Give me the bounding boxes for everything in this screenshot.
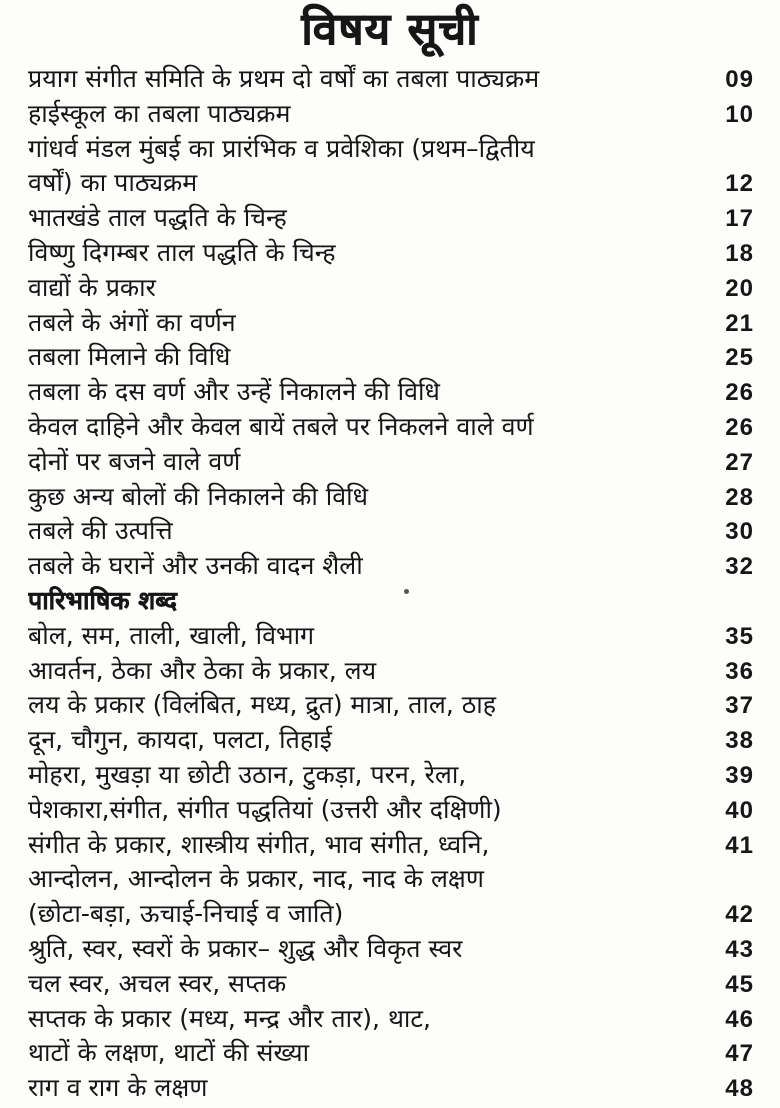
toc-entry-title: पेशकारा,संगीत, संगीत पद्धतियां (उत्तरी और दक्षिणी) [28, 794, 502, 824]
toc-entry [28, 1036, 754, 1071]
toc-entry [28, 758, 754, 793]
toc-entry-title: तबला मिलाने की विधि [28, 342, 231, 372]
toc-entry-page: 25 [725, 344, 754, 372]
toc-entry-page: 17 [725, 205, 754, 233]
toc-entry-title: दोनों पर बजने वाले वर्ण [28, 446, 241, 476]
toc-entry [28, 236, 754, 271]
toc-entry-page: 48 [725, 1075, 754, 1103]
toc-entry-title: वर्षों) का पाठ्यक्रम [28, 168, 198, 198]
toc-entry-title: बोल, सम, ताली, खाली, विभाग [28, 620, 315, 650]
toc-entry-title: (छोटा-बड़ा, ऊचाई-निचाई व जाति) [28, 899, 344, 929]
toc-entry-page: 39 [725, 761, 754, 789]
toc-entry-title: भातखंडे ताल पद्धति के चिन्ह [28, 203, 287, 233]
toc-entry-title: प्रयाग संगीत समिति के प्रथम दो वर्षों का तबला पाठ्यक्रम [28, 64, 540, 93]
toc-entry [28, 375, 754, 410]
toc-entry-title: हाईस्कूल का तबला पाठ्यक्रम [28, 98, 291, 128]
toc-entry [28, 549, 754, 584]
toc-entry-title: तबले के घरानें और उनकी वादन शैली [28, 551, 363, 581]
toc-entry-title: सप्तक के प्रकार (मध्य, मन्द्र और तार), थाट, [28, 1003, 431, 1033]
toc-entry-page: 42 [725, 901, 754, 929]
toc-entry [28, 410, 754, 445]
toc-entry [28, 166, 754, 201]
toc-entry [28, 1071, 754, 1106]
toc-entry-title: संगीत के प्रकार, शास्त्रीय संगीत, भाव संगीत, ध्वनि, [28, 829, 490, 859]
toc-entry [28, 480, 754, 515]
toc-entry-page: 27 [725, 448, 754, 476]
toc-entry-title: दून, चौगुन, कायदा, पलटा, तिहाई [28, 725, 332, 755]
toc-entry [28, 654, 754, 689]
toc-entry [28, 723, 754, 758]
toc-entry-title: गांधर्व मंडल मुंबई का प्रारंभिक व प्रवेशिका (प्रथम–द्वितीय [28, 133, 535, 163]
toc-entry-page: 21 [725, 309, 754, 337]
toc-entry-title: विष्णु दिगम्बर ताल पद्धति के चिन्ह [28, 237, 336, 267]
toc-entry [28, 340, 754, 375]
toc-entry-title: तबला के दस वर्ण और उन्हें निकालने की विधि [28, 377, 440, 407]
toc-entry-page: 09 [725, 66, 754, 93]
toc-entry-page: 45 [725, 970, 754, 998]
toc-entry [28, 271, 754, 306]
toc-entry [28, 862, 754, 897]
toc-entry-title: चल स्वर, अचल स्वर, सप्तक [28, 968, 287, 998]
page-title: विषय सूची [301, 4, 479, 55]
toc-entry-title: वाद्यों के प्रकार [28, 272, 156, 302]
toc-entry-title: लय के प्रकार (विलंबित, मध्य, द्रुत) मात्रा, ताल, ठाह [28, 690, 496, 720]
toc-entry [28, 514, 754, 549]
toc-entry-page: 10 [725, 100, 754, 128]
toc-entry-page: 18 [725, 239, 754, 267]
toc-entry-page: 46 [725, 1005, 754, 1033]
toc-entry-title: पारिभाषिक शब्द [28, 585, 177, 615]
toc-entry [28, 932, 754, 967]
toc-list [0, 58, 780, 1106]
toc-entry-title: आन्दोलन, आन्दोलन के प्रकार, नाद, नाद के लक्षण [28, 864, 484, 894]
toc-entry [28, 62, 754, 97]
toc-entry-page: 12 [725, 170, 754, 198]
toc-entry-page: 40 [725, 796, 754, 824]
toc-entry-title: तबले की उत्पत्ति [28, 516, 173, 546]
toc-entry-title: तबले के अंगों का वर्णन [28, 307, 236, 337]
toc-entry-title: कुछ अन्य बोलों की निकालने की विधि [28, 481, 368, 511]
toc-entry [28, 132, 754, 167]
toc-entry [28, 201, 754, 236]
toc-entry-page: 37 [725, 692, 754, 720]
toc-entry-page: 28 [725, 483, 754, 511]
toc-entry [28, 97, 754, 132]
toc-entry [28, 897, 754, 932]
toc-entry-page: 20 [725, 274, 754, 302]
toc-entry [28, 619, 754, 654]
toc-entry [28, 445, 754, 480]
toc-entry-page: 26 [725, 413, 754, 441]
toc-entry [28, 584, 754, 619]
toc-entry-title: राग व राग के लक्षण [28, 1073, 208, 1103]
toc-entry [28, 688, 754, 723]
toc-entry-page: 43 [725, 935, 754, 963]
toc-entry [28, 828, 754, 863]
toc-entry-page: 38 [725, 727, 754, 755]
toc-entry-title: आवर्तन, ठेका और ठेका के प्रकार, लय [28, 655, 377, 685]
toc-entry-title: मोहरा, मुखड़ा या छोटी उठान, टुकड़ा, परन, रेला, [28, 759, 467, 789]
toc-entry-page: 35 [725, 622, 754, 650]
toc-entry [28, 306, 754, 341]
toc-entry-page: 47 [725, 1040, 754, 1068]
toc-entry [28, 793, 754, 828]
toc-entry-page: 36 [725, 657, 754, 685]
toc-entry-page: 26 [725, 379, 754, 407]
toc-entry-page: 41 [725, 831, 754, 859]
toc-entry-page: 32 [725, 553, 754, 581]
toc-entry-page: 30 [725, 518, 754, 546]
toc-entry-title: थाटों के लक्षण, थाटों की संख्या [28, 1038, 310, 1068]
toc-entry [28, 967, 754, 1002]
toc-entry-title: श्रुति, स्वर, स्वरों के प्रकार– शुद्ध और विकृत स्वर [28, 933, 463, 963]
toc-entry-title: केवल दाहिने और केवल बायें तबले पर निकलने वाले वर्ण [28, 411, 534, 441]
toc-entry [28, 1002, 754, 1037]
ink-dot-artifact [404, 589, 409, 594]
